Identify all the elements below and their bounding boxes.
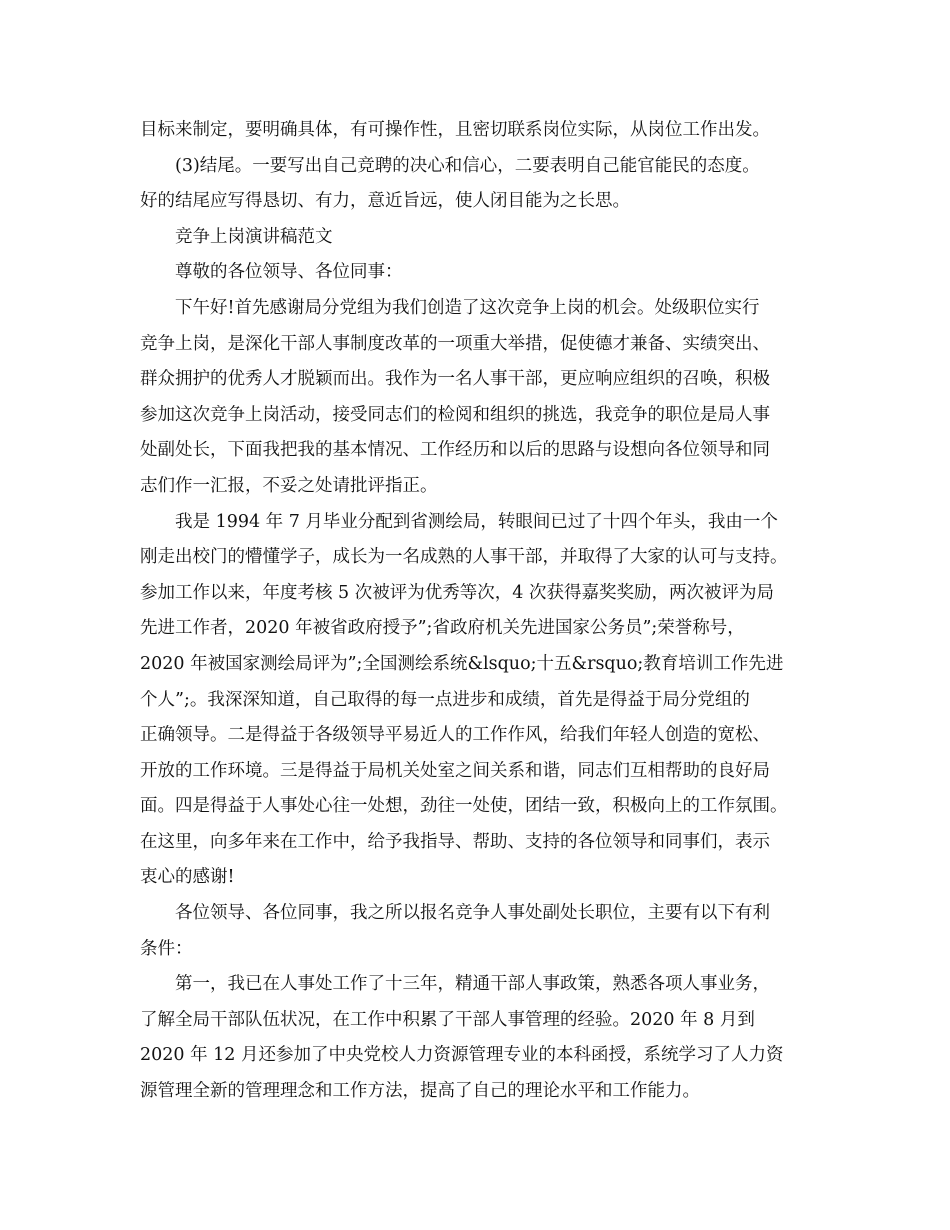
text-line: 衷心的感谢! [140, 867, 235, 888]
text-line: 了解全局干部队伍状况，在工作中积累了干部人事管理的经验。2020 年 8 月到 [140, 1009, 755, 1030]
text-line: 下午好!首先感谢局分党组为我们创造了这次竞争上岗的机会。处级职位实行 [175, 297, 760, 318]
text-line: 面。四是得益于人事处心往一处想，劲往一处使，团结一致，积极向上的工作氛围。 [140, 796, 788, 817]
text-line: 竞争上岗，是深化干部人事制度改革的一项重大举措，促使德才兼备、实绩突出、 [140, 333, 770, 354]
text-line: 刚走出校门的懵懂学子，成长为一名成熟的人事干部，并取得了大家的认可与支持。 [140, 547, 788, 568]
text-line: 第一，我已在人事处工作了十三年，精通干部人事政策，熟悉各项人事业务， [175, 974, 770, 995]
text-line: 好的结尾应写得恳切、有力，意近旨远，使人闭目能为之长思。 [140, 191, 630, 212]
salutation: 尊敬的各位领导、各位同事： [175, 262, 403, 283]
text-line: 参加这次竞争上岗活动，接受同志们的检阅和组织的挑选，我竞争的职位是局人事 [140, 404, 770, 425]
text-line: 正确领导。二是得益于各级领导平易近人的工作作风，给我们年轻人创造的宽松、 [140, 725, 770, 746]
text-line: 各位领导、各位同事，我之所以报名竞争人事处副处长职位，主要有以下有利 [175, 903, 770, 924]
text-line: 个人”;。我深深知道，自己取得的每一点进步和成绩，首先是得益于局分党组的 [140, 689, 750, 710]
section-heading: 竞争上岗演讲稿范文 [175, 226, 333, 247]
text-line: 2020 年被国家测绘局评为”;全国测绘系统&lsquo;十五&rsquo;教育培训工作先进 [140, 653, 784, 674]
text-line: 我是 1994 年 7 月毕业分配到省测绘局，转眼间已过了十四个年头，我由一个 [175, 511, 778, 532]
text-line: 开放的工作环境。三是得益于局机关处室之间关系和谐，同志们互相帮助的良好局 [140, 760, 770, 781]
text-line: 先进工作者，2020 年被省政府授予”;省政府机关先进国家公务员”;荣誉称号， [140, 618, 745, 639]
text-line: 志们作一汇报，不妥之处请批评指正。 [140, 475, 438, 496]
text-line: 2020 年 12 月还参加了中央党校人力资源管理专业的本科函授，系统学习了人力资 [140, 1045, 784, 1066]
text-line: (3)结尾。一要写出自己竞聘的决心和信心，二要表明自己能官能民的态度。 [175, 155, 760, 176]
document-body [140, 113, 830, 1110]
text-line: 群众拥护的优秀人才脱颖而出。我作为一名人事干部，更应响应组织的召唤，积极 [140, 369, 770, 390]
text-line: 在这里，向多年来在工作中，给予我指导、帮助、支持的各位领导和同事们，表示 [140, 831, 770, 852]
text-line: 源管理全新的管理理念和工作方法，提高了自己的理论水平和工作能力。 [140, 1081, 700, 1102]
text-line: 条件： [140, 938, 193, 959]
text-line: 目标来制定，要明确具体，有可操作性，且密切联系岗位实际，从岗位工作出发。 [140, 120, 770, 140]
text-line: 处副处长，下面我把我的基本情况、工作经历和以后的思路与设想向各位领导和同 [140, 440, 770, 461]
text-line: 参加工作以来，年度考核 5 次被评为优秀等次，4 次获得嘉奖奖励，两次被评为局 [140, 582, 774, 603]
